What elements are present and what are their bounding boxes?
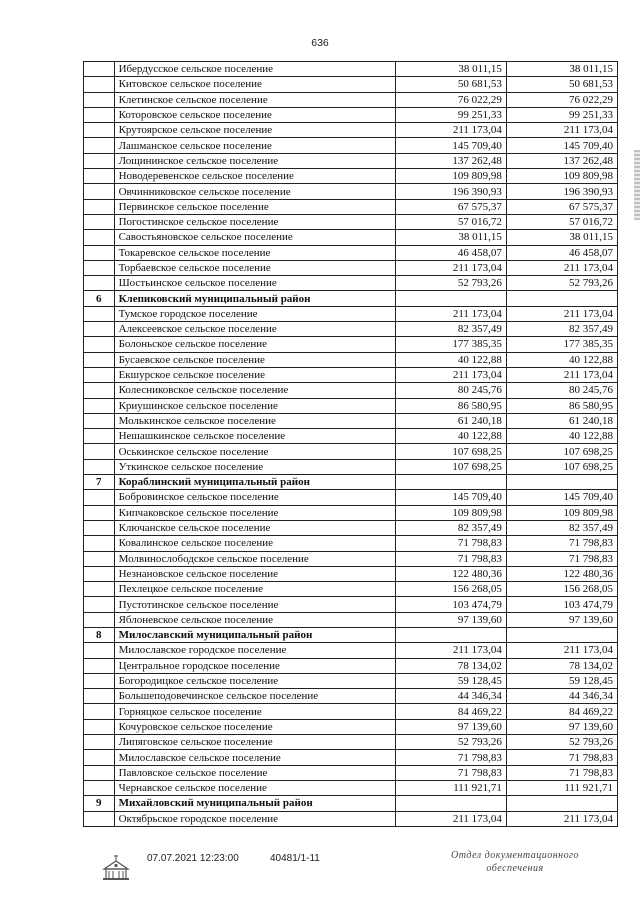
row-value-2: 211 173,04 xyxy=(506,123,617,138)
scan-edge-mark xyxy=(634,150,640,220)
table-row xyxy=(84,597,618,612)
row-value-1: 97 139,60 xyxy=(395,612,506,627)
row-value-2: 82 357,49 xyxy=(506,520,617,535)
row-number xyxy=(84,459,115,474)
row-value-1: 71 798,83 xyxy=(395,765,506,780)
table-row xyxy=(84,367,618,382)
row-value-1: 109 809,98 xyxy=(395,505,506,520)
table-row xyxy=(84,383,618,398)
row-name: Китовское сельское поселение xyxy=(114,77,395,92)
row-name: Милославский муниципальный район xyxy=(114,627,395,642)
table-row xyxy=(84,566,618,581)
row-value-1: 196 390,93 xyxy=(395,184,506,199)
row-name: Первинское сельское поселение xyxy=(114,199,395,214)
row-number: 8 xyxy=(84,627,115,642)
row-value-2: 38 011,15 xyxy=(506,230,617,245)
row-value-2: 103 474,79 xyxy=(506,597,617,612)
row-number xyxy=(84,566,115,581)
row-value-2: 76 022,29 xyxy=(506,92,617,107)
row-number xyxy=(84,505,115,520)
row-value-2: 97 139,60 xyxy=(506,719,617,734)
table-row xyxy=(84,505,618,520)
footer-doc-id: 40481/1-11 xyxy=(270,853,320,864)
row-number xyxy=(84,337,115,352)
row-name: Кораблинский муниципальный район xyxy=(114,475,395,490)
row-value-1 xyxy=(395,291,506,306)
row-value-1: 52 793,26 xyxy=(395,276,506,291)
table-row xyxy=(84,429,618,444)
row-number xyxy=(84,536,115,551)
row-value-1: 57 016,72 xyxy=(395,214,506,229)
table-row xyxy=(84,245,618,260)
row-number xyxy=(84,658,115,673)
row-value-1: 211 173,04 xyxy=(395,260,506,275)
table-row xyxy=(84,214,618,229)
row-name: Милославское городское поселение xyxy=(114,643,395,658)
row-value-1: 40 122,88 xyxy=(395,429,506,444)
row-number xyxy=(84,444,115,459)
page-number: 636 xyxy=(311,37,329,49)
row-number xyxy=(84,383,115,398)
table-row xyxy=(84,92,618,107)
row-value-2: 40 122,88 xyxy=(506,429,617,444)
row-value-2: 137 262,48 xyxy=(506,153,617,168)
row-value-1: 86 580,95 xyxy=(395,398,506,413)
row-name: Оськинское сельское поселение xyxy=(114,444,395,459)
table-row xyxy=(84,169,618,184)
row-value-2: 122 480,36 xyxy=(506,566,617,581)
row-name: Горняцкое сельское поселение xyxy=(114,704,395,719)
row-number xyxy=(84,367,115,382)
table-row xyxy=(84,107,618,122)
table-row xyxy=(84,276,618,291)
row-number xyxy=(84,673,115,688)
row-value-1: 80 245,76 xyxy=(395,383,506,398)
row-name: Ибердусское сельское поселение xyxy=(114,62,395,77)
table-row xyxy=(84,582,618,597)
table-row xyxy=(84,520,618,535)
row-name: Большеподовечинское сельское поселение xyxy=(114,689,395,704)
row-value-1: 145 709,40 xyxy=(395,490,506,505)
row-value-1: 137 262,48 xyxy=(395,153,506,168)
row-value-1: 107 698,25 xyxy=(395,444,506,459)
row-value-1: 82 357,49 xyxy=(395,520,506,535)
row-value-1: 67 575,37 xyxy=(395,199,506,214)
row-value-1: 46 458,07 xyxy=(395,245,506,260)
table-row xyxy=(84,413,618,428)
table-row xyxy=(84,123,618,138)
row-name: Бусаевское сельское поселение xyxy=(114,352,395,367)
row-name: Овчинниковское сельское поселение xyxy=(114,184,395,199)
row-value-2: 52 793,26 xyxy=(506,735,617,750)
table-row xyxy=(84,536,618,551)
row-name: Тумское городское поселение xyxy=(114,306,395,321)
row-value-1: 38 011,15 xyxy=(395,230,506,245)
row-value-1: 50 681,53 xyxy=(395,77,506,92)
table-row xyxy=(84,704,618,719)
row-name: Михайловский муниципальный район xyxy=(114,796,395,811)
row-name: Которовское сельское поселение xyxy=(114,107,395,122)
row-number xyxy=(84,199,115,214)
row-number xyxy=(84,704,115,719)
table-row xyxy=(84,138,618,153)
row-name: Милославское сельское поселение xyxy=(114,750,395,765)
row-value-1: 61 240,18 xyxy=(395,413,506,428)
district-row xyxy=(84,475,618,490)
row-number xyxy=(84,245,115,260)
row-number xyxy=(84,413,115,428)
row-value-2 xyxy=(506,627,617,642)
row-value-2: 211 173,04 xyxy=(506,367,617,382)
row-value-2: 84 469,22 xyxy=(506,704,617,719)
row-number xyxy=(84,490,115,505)
row-value-2: 78 134,02 xyxy=(506,658,617,673)
row-name: Погостинское сельское поселение xyxy=(114,214,395,229)
row-value-2: 80 245,76 xyxy=(506,383,617,398)
row-name: Пустотинское сельское поселение xyxy=(114,597,395,612)
row-value-2: 107 698,25 xyxy=(506,459,617,474)
stamp-line-1: Отдел документационного xyxy=(450,850,580,861)
row-value-2: 177 385,35 xyxy=(506,337,617,352)
table-row xyxy=(84,306,618,321)
row-value-1: 44 346,34 xyxy=(395,689,506,704)
table-row xyxy=(84,444,618,459)
row-value-2: 71 798,83 xyxy=(506,536,617,551)
table-row xyxy=(84,765,618,780)
row-value-2: 71 798,83 xyxy=(506,765,617,780)
table-row xyxy=(84,719,618,734)
row-value-2 xyxy=(506,475,617,490)
row-number xyxy=(84,765,115,780)
row-value-2: 109 809,98 xyxy=(506,169,617,184)
row-number xyxy=(84,276,115,291)
row-name: Молькинское сельское поселение xyxy=(114,413,395,428)
table-row xyxy=(84,673,618,688)
row-number: 6 xyxy=(84,291,115,306)
row-name: Лощининское сельское поселение xyxy=(114,153,395,168)
row-number xyxy=(84,306,115,321)
row-number xyxy=(84,260,115,275)
row-value-1: 211 173,04 xyxy=(395,643,506,658)
row-value-2: 82 357,49 xyxy=(506,322,617,337)
row-number xyxy=(84,582,115,597)
table-row xyxy=(84,62,618,77)
row-value-2: 156 268,05 xyxy=(506,582,617,597)
row-value-1: 107 698,25 xyxy=(395,459,506,474)
row-value-1: 76 022,29 xyxy=(395,92,506,107)
table-row xyxy=(84,230,618,245)
row-number xyxy=(84,398,115,413)
row-number xyxy=(84,352,115,367)
row-name: Богородицкое сельское поселение xyxy=(114,673,395,688)
row-number xyxy=(84,643,115,658)
table-row xyxy=(84,811,618,826)
row-name: Пехлецкое сельское поселение xyxy=(114,582,395,597)
table-row xyxy=(84,322,618,337)
row-value-1: 71 798,83 xyxy=(395,750,506,765)
row-value-2 xyxy=(506,291,617,306)
row-name: Ключанское сельское поселение xyxy=(114,520,395,535)
row-number xyxy=(84,92,115,107)
row-value-1 xyxy=(395,475,506,490)
row-value-1: 111 921,71 xyxy=(395,780,506,795)
row-number xyxy=(84,214,115,229)
row-name: Центральное городское поселение xyxy=(114,658,395,673)
emblem-icon xyxy=(99,852,133,882)
row-name: Нешашкинское сельское поселение xyxy=(114,429,395,444)
row-value-2 xyxy=(506,796,617,811)
district-row xyxy=(84,291,618,306)
row-number xyxy=(84,551,115,566)
row-value-1: 78 134,02 xyxy=(395,658,506,673)
row-name: Клетинское сельское поселение xyxy=(114,92,395,107)
row-value-2: 97 139,60 xyxy=(506,612,617,627)
table-row xyxy=(84,750,618,765)
row-name: Колесниковское сельское поселение xyxy=(114,383,395,398)
row-name: Ковалинское сельское поселение xyxy=(114,536,395,551)
row-value-2: 211 173,04 xyxy=(506,260,617,275)
row-number xyxy=(84,322,115,337)
row-value-2: 196 390,93 xyxy=(506,184,617,199)
row-number xyxy=(84,520,115,535)
row-value-1: 177 385,35 xyxy=(395,337,506,352)
row-number xyxy=(84,735,115,750)
row-number xyxy=(84,62,115,77)
row-number xyxy=(84,230,115,245)
row-name: Кочуровское сельское поселение xyxy=(114,719,395,734)
table-row xyxy=(84,199,618,214)
row-value-2: 40 122,88 xyxy=(506,352,617,367)
table-row xyxy=(84,184,618,199)
row-value-1: 38 011,15 xyxy=(395,62,506,77)
row-value-2: 38 011,15 xyxy=(506,62,617,77)
row-name: Павловское сельское поселение xyxy=(114,765,395,780)
row-name: Липяговское сельское поселение xyxy=(114,735,395,750)
district-row xyxy=(84,627,618,642)
row-value-1: 59 128,45 xyxy=(395,673,506,688)
row-value-1: 122 480,36 xyxy=(395,566,506,581)
row-value-2: 107 698,25 xyxy=(506,444,617,459)
row-number xyxy=(84,750,115,765)
row-name: Яблоневское сельское поселение xyxy=(114,612,395,627)
district-row xyxy=(84,796,618,811)
budget-table xyxy=(83,61,618,827)
table-row xyxy=(84,153,618,168)
department-stamp xyxy=(440,849,590,875)
row-name: Шостьинское сельское поселение xyxy=(114,276,395,291)
row-value-1: 52 793,26 xyxy=(395,735,506,750)
row-value-2: 86 580,95 xyxy=(506,398,617,413)
row-value-2: 111 921,71 xyxy=(506,780,617,795)
table-row xyxy=(84,398,618,413)
row-name: Незнановское сельское поселение xyxy=(114,566,395,581)
row-value-2: 57 016,72 xyxy=(506,214,617,229)
row-number xyxy=(84,811,115,826)
row-number xyxy=(84,153,115,168)
row-number: 7 xyxy=(84,475,115,490)
row-value-1 xyxy=(395,796,506,811)
row-name: Уткинское сельское поселение xyxy=(114,459,395,474)
row-number xyxy=(84,780,115,795)
row-value-1: 40 122,88 xyxy=(395,352,506,367)
row-value-2: 44 346,34 xyxy=(506,689,617,704)
row-name: Новодеревенское сельское поселение xyxy=(114,169,395,184)
row-name: Торбаевское сельское поселение xyxy=(114,260,395,275)
table-row xyxy=(84,490,618,505)
row-name: Октябрьское городское поселение xyxy=(114,811,395,826)
row-name: Крутоярское сельское поселение xyxy=(114,123,395,138)
row-value-1: 71 798,83 xyxy=(395,536,506,551)
row-value-2: 211 173,04 xyxy=(506,811,617,826)
row-value-2: 71 798,83 xyxy=(506,750,617,765)
row-value-1: 109 809,98 xyxy=(395,169,506,184)
row-name: Екшурское сельское поселение xyxy=(114,367,395,382)
row-value-1: 84 469,22 xyxy=(395,704,506,719)
table-row xyxy=(84,337,618,352)
row-value-1: 145 709,40 xyxy=(395,138,506,153)
row-value-2: 99 251,33 xyxy=(506,107,617,122)
row-name: Лашманское сельское поселение xyxy=(114,138,395,153)
stamp-line-2: обеспечения xyxy=(486,863,544,874)
row-number xyxy=(84,77,115,92)
row-name: Алексеевское сельское поселение xyxy=(114,322,395,337)
row-number xyxy=(84,123,115,138)
row-name: Кипчаковское сельское поселение xyxy=(114,505,395,520)
row-value-2: 61 240,18 xyxy=(506,413,617,428)
table-row xyxy=(84,780,618,795)
row-value-1: 156 268,05 xyxy=(395,582,506,597)
row-number xyxy=(84,184,115,199)
row-value-2: 109 809,98 xyxy=(506,505,617,520)
row-value-1: 211 173,04 xyxy=(395,367,506,382)
row-value-1: 103 474,79 xyxy=(395,597,506,612)
row-name: Савостьяновское сельское поселение xyxy=(114,230,395,245)
row-number: 9 xyxy=(84,796,115,811)
row-number xyxy=(84,107,115,122)
row-name: Молвинослободское сельское поселение xyxy=(114,551,395,566)
row-name: Чернавское сельское поселение xyxy=(114,780,395,795)
row-value-1: 211 173,04 xyxy=(395,123,506,138)
table-row xyxy=(84,689,618,704)
table-row xyxy=(84,735,618,750)
row-value-1: 211 173,04 xyxy=(395,306,506,321)
table-row xyxy=(84,459,618,474)
row-value-2: 145 709,40 xyxy=(506,490,617,505)
row-number xyxy=(84,429,115,444)
row-value-2: 71 798,83 xyxy=(506,551,617,566)
row-number xyxy=(84,138,115,153)
row-name: Криушинское сельское поселение xyxy=(114,398,395,413)
table-row xyxy=(84,260,618,275)
row-number xyxy=(84,719,115,734)
row-value-2: 59 128,45 xyxy=(506,673,617,688)
row-value-2: 46 458,07 xyxy=(506,245,617,260)
row-value-2: 67 575,37 xyxy=(506,199,617,214)
row-name: Бобровинское сельское поселение xyxy=(114,490,395,505)
table-row xyxy=(84,612,618,627)
row-value-2: 211 173,04 xyxy=(506,643,617,658)
row-value-1: 82 357,49 xyxy=(395,322,506,337)
table-row xyxy=(84,77,618,92)
row-value-1 xyxy=(395,627,506,642)
row-number xyxy=(84,597,115,612)
table-row xyxy=(84,658,618,673)
table-row xyxy=(84,352,618,367)
row-value-2: 211 173,04 xyxy=(506,306,617,321)
table-row xyxy=(84,643,618,658)
row-value-1: 99 251,33 xyxy=(395,107,506,122)
footer-datetime: 07.07.2021 12:23:00 xyxy=(147,853,239,864)
row-value-1: 97 139,60 xyxy=(395,719,506,734)
row-value-2: 50 681,53 xyxy=(506,77,617,92)
row-number xyxy=(84,689,115,704)
row-name: Клепиковский муниципальный район xyxy=(114,291,395,306)
row-name: Болоньское сельское поселение xyxy=(114,337,395,352)
row-value-2: 145 709,40 xyxy=(506,138,617,153)
table-row xyxy=(84,551,618,566)
row-value-1: 71 798,83 xyxy=(395,551,506,566)
row-number xyxy=(84,169,115,184)
row-name: Токаревское сельское поселение xyxy=(114,245,395,260)
row-number xyxy=(84,612,115,627)
row-value-1: 211 173,04 xyxy=(395,811,506,826)
row-value-2: 52 793,26 xyxy=(506,276,617,291)
